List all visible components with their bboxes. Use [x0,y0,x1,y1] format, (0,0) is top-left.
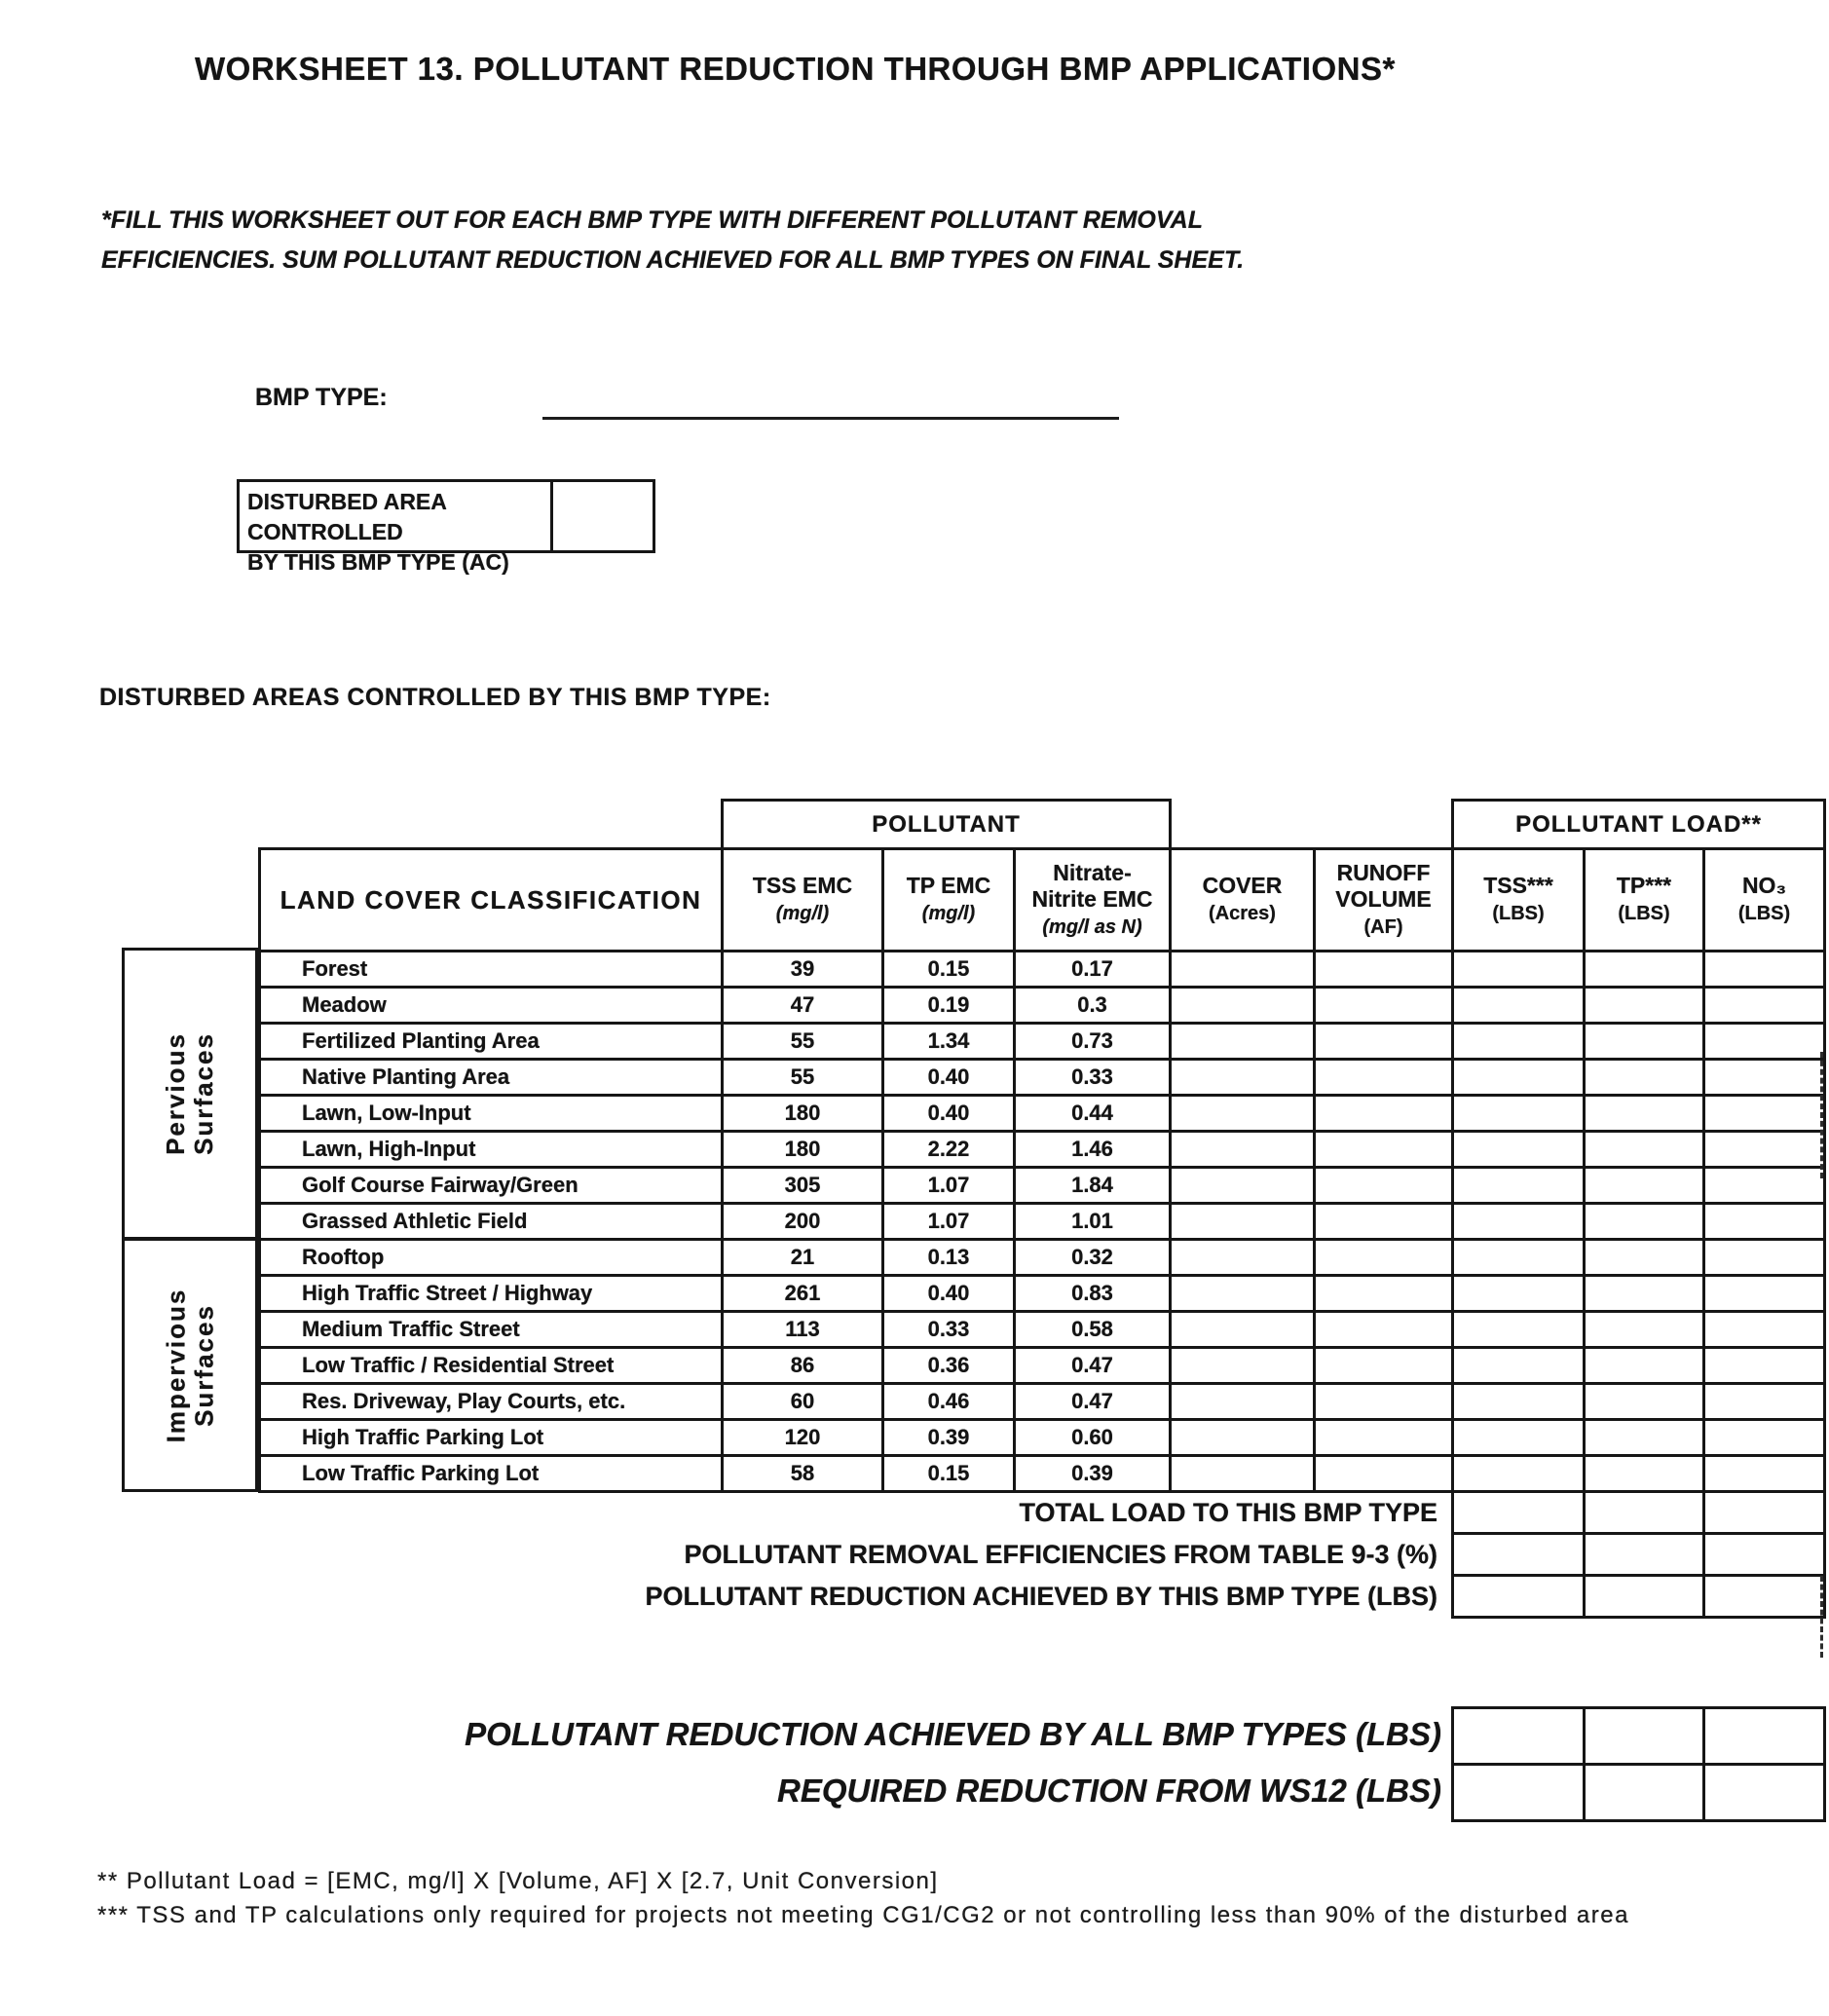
disturbed-area-box [237,479,655,575]
no3-load-input-cell[interactable] [1704,952,1825,988]
table-row [260,1204,1825,1240]
table-row [260,1276,1825,1312]
col-header-tp-load: TP*** (LBS) [1585,849,1704,952]
no3-load-input-cell[interactable] [1704,1096,1825,1132]
all-bmp-reduction-row [1453,1708,1825,1765]
no3-load-input-cell[interactable] [1704,1168,1825,1204]
span-spacer-mid [1171,801,1453,849]
tss-load-input-cell[interactable] [1453,1096,1585,1132]
cover-input-cell[interactable] [1171,1456,1315,1492]
instructions-line-2: EFFICIENCIES. SUM POLLUTANT REDUCTION ACHIEVED FOR ALL BMP TYPES ON FINAL SHEET. [101,246,1245,274]
col-header-tss-load: TSS*** (LBS) [1453,849,1585,952]
tp-load-input-cell[interactable] [1585,1276,1704,1312]
land-cover-name: High Traffic Parking Lot [260,1420,723,1456]
span-header-row [260,801,1825,849]
tp-load-input-cell[interactable] [1585,1348,1704,1384]
pollutant-span-header: POLLUTANT [723,801,1171,849]
cover-input-cell[interactable] [1171,952,1315,988]
tp-load-input-cell[interactable] [1585,1168,1704,1204]
col-header-land-cover: LAND COVER CLASSIFICATION [260,849,723,952]
tss-load-input-cell[interactable] [1453,1384,1585,1420]
bmp-type-label: BMP TYPE: [255,384,388,411]
nitrate-emc-value: 0.58 [1015,1312,1171,1348]
disturbed-area-label [240,482,553,575]
table-row [260,952,1825,988]
total-load-label: TOTAL LOAD TO THIS BMP TYPE [1019,1498,1437,1528]
pervious-surfaces-group [122,948,258,1240]
runoff-volume-input-cell[interactable] [1315,988,1453,1024]
all-bmp-tp-cell[interactable] [1585,1708,1704,1765]
nitrate-emc-value: 0.32 [1015,1240,1171,1276]
all-bmp-tss-cell[interactable] [1453,1708,1585,1765]
tss-emc-value: 58 [723,1456,883,1492]
col-header-runoff-volume: RUNOFF VOLUME (AF) [1315,849,1453,952]
instructions-line-1: *FILL THIS WORKSHEET OUT FOR EACH BMP TYPE WITH DIFFERENT POLLUTANT REMOVAL [101,206,1203,234]
land-cover-name: Low Traffic Parking Lot [260,1456,723,1492]
land-cover-name: Medium Traffic Street [260,1312,723,1348]
table-row [260,1168,1825,1204]
table-row [260,988,1825,1024]
land-cover-name: Low Traffic / Residential Street [260,1348,723,1384]
runoff-volume-input-cell[interactable] [1315,1456,1453,1492]
land-cover-name: Lawn, High-Input [260,1132,723,1168]
tss-load-input-cell[interactable] [1453,988,1585,1024]
runoff-volume-input-cell[interactable] [1315,952,1453,988]
scan-artifact-edge-1 [1820,1052,1823,1178]
tss-load-input-cell[interactable] [1453,1420,1585,1456]
table-footer [260,1492,1825,1618]
nitrate-emc-value: 1.46 [1015,1132,1171,1168]
cover-input-cell[interactable] [1171,1420,1315,1456]
impervious-surfaces-label: Impervious Surfaces [161,1288,218,1442]
runoff-volume-input-cell[interactable] [1315,1312,1453,1348]
nitrate-emc-value: 0.83 [1015,1276,1171,1312]
no3-load-input-cell[interactable] [1704,1132,1825,1168]
column-header-row [260,849,1825,952]
tp-emc-value: 0.33 [883,1312,1015,1348]
tss-load-input-cell[interactable] [1453,952,1585,988]
required-reduction-label: REQUIRED REDUCTION FROM WS12 (LBS) [776,1773,1441,1809]
land-cover-name: Fertilized Planting Area [260,1024,723,1060]
summary-labels [292,1706,1441,1819]
all-bmp-no3-cell[interactable] [1704,1708,1825,1765]
tss-emc-value: 180 [723,1096,883,1132]
removal-efficiency-no3-cell[interactable] [1704,1534,1825,1576]
nitrate-emc-value: 0.17 [1015,952,1171,988]
table-row [260,1240,1825,1276]
tp-load-input-cell[interactable] [1585,1420,1704,1456]
runoff-volume-input-cell[interactable] [1315,1240,1453,1276]
table-row [260,1312,1825,1348]
cover-input-cell[interactable] [1171,1240,1315,1276]
reduction-achieved-label: POLLUTANT REDUCTION ACHIEVED BY THIS BMP TYPE (LBS) [645,1581,1437,1611]
tp-load-input-cell[interactable] [1585,1384,1704,1420]
land-cover-name: Meadow [260,988,723,1024]
cover-input-cell[interactable] [1171,1132,1315,1168]
removal-efficiencies-row [260,1534,1825,1576]
nitrate-emc-value: 1.01 [1015,1204,1171,1240]
table-row [260,1060,1825,1096]
tp-load-input-cell[interactable] [1585,1024,1704,1060]
summary-grid [1451,1706,1826,1822]
footnote-pollutant-load: ** Pollutant Load = [EMC, mg/l] X [Volume, AF] X [2.7, Unit Conversion] [97,1868,939,1894]
tp-load-input-cell[interactable] [1585,1096,1704,1132]
tss-load-input-cell[interactable] [1453,1132,1585,1168]
nitrate-emc-value: 0.47 [1015,1348,1171,1384]
land-cover-name: Rooftop [260,1240,723,1276]
runoff-volume-input-cell[interactable] [1315,1024,1453,1060]
tp-emc-value: 1.07 [883,1168,1015,1204]
tss-emc-value: 200 [723,1204,883,1240]
no3-load-input-cell[interactable] [1704,1276,1825,1312]
nitrate-emc-value: 0.33 [1015,1060,1171,1096]
total-load-tp-cell[interactable] [1585,1492,1704,1534]
land-cover-tbody [260,952,1825,1492]
runoff-volume-input-cell[interactable] [1315,1096,1453,1132]
tss-emc-value: 261 [723,1276,883,1312]
tss-load-input-cell[interactable] [1453,1060,1585,1096]
tss-load-input-cell[interactable] [1453,1348,1585,1384]
no3-load-input-cell[interactable] [1704,1456,1825,1492]
tss-emc-value: 120 [723,1420,883,1456]
removal-efficiencies-label: POLLUTANT REMOVAL EFFICIENCIES FROM TABLE 9-3 (%) [684,1539,1437,1569]
span-spacer-left [260,801,723,849]
total-load-tss-cell[interactable] [1453,1492,1585,1534]
no3-load-input-cell[interactable] [1704,1204,1825,1240]
tp-emc-value: 0.13 [883,1240,1015,1276]
instructions-note [101,201,1244,280]
land-cover-name: Forest [260,952,723,988]
cover-input-cell[interactable] [1171,1312,1315,1348]
total-load-no3-cell[interactable] [1704,1492,1825,1534]
cover-input-cell[interactable] [1171,1384,1315,1420]
runoff-volume-input-cell[interactable] [1315,1168,1453,1204]
disturbed-area-label-line-1: DISTURBED AREA CONTROLLED [247,489,447,544]
tss-load-input-cell[interactable] [1453,1276,1585,1312]
no3-load-input-cell[interactable] [1704,988,1825,1024]
table-row [260,1384,1825,1420]
table-row [260,1420,1825,1456]
tss-load-input-cell[interactable] [1453,1240,1585,1276]
tp-emc-value: 0.39 [883,1420,1015,1456]
tp-emc-value: 0.15 [883,1456,1015,1492]
reduction-achieved-no3-cell[interactable] [1704,1576,1825,1618]
tp-emc-value: 0.15 [883,952,1015,988]
tss-load-input-cell[interactable] [1453,1024,1585,1060]
nitrate-emc-value: 0.44 [1015,1096,1171,1132]
tp-emc-value: 0.36 [883,1348,1015,1384]
tp-emc-value: 0.40 [883,1276,1015,1312]
removal-efficiency-tss-cell[interactable] [1453,1534,1585,1576]
tp-emc-value: 1.07 [883,1204,1015,1240]
tss-emc-value: 86 [723,1348,883,1384]
cover-input-cell[interactable] [1171,1060,1315,1096]
nitrate-emc-value: 0.60 [1015,1420,1171,1456]
tp-load-input-cell[interactable] [1585,1456,1704,1492]
no3-load-input-cell[interactable] [1704,1348,1825,1384]
land-cover-name: Golf Course Fairway/Green [260,1168,723,1204]
col-header-cover: COVER (Acres) [1171,849,1315,952]
pollutant-load-span-header: POLLUTANT LOAD** [1453,801,1825,849]
tp-emc-value: 0.46 [883,1384,1015,1420]
section-heading: DISTURBED AREAS CONTROLLED BY THIS BMP TYPE: [99,684,771,711]
no3-load-input-cell[interactable] [1704,1060,1825,1096]
col-header-tss-emc: TSS EMC (mg/l) [723,849,883,952]
tp-emc-value: 1.34 [883,1024,1015,1060]
tp-load-input-cell[interactable] [1585,1060,1704,1096]
table-row [260,1024,1825,1060]
tss-emc-value: 55 [723,1024,883,1060]
tss-emc-value: 39 [723,952,883,988]
runoff-volume-input-cell[interactable] [1315,1348,1453,1384]
table-row [260,1456,1825,1492]
col-header-nitrate-emc: Nitrate- Nitrite EMC (mg/l as N) [1015,849,1171,952]
tp-load-input-cell[interactable] [1585,1132,1704,1168]
land-cover-name: Grassed Athletic Field [260,1204,723,1240]
col-header-tp-emc: TP EMC (mg/l) [883,849,1015,952]
required-no3-cell[interactable] [1704,1765,1825,1821]
table-row [260,1348,1825,1384]
impervious-surfaces-group [122,1238,258,1492]
pervious-surfaces-label: Pervious Surfaces [161,1032,218,1155]
nitrate-emc-value: 0.47 [1015,1384,1171,1420]
footnotes [97,1864,1629,1932]
disturbed-area-label-line-2: BY THIS BMP TYPE (AC) [247,549,509,575]
runoff-volume-input-cell[interactable] [1315,1384,1453,1420]
tp-emc-value: 0.40 [883,1060,1015,1096]
reduction-achieved-tp-cell[interactable] [1585,1576,1704,1618]
all-bmp-reduction-label: POLLUTANT REDUCTION ACHIEVED BY ALL BMP TYPES (LBS) [465,1716,1441,1752]
tp-load-input-cell[interactable] [1585,1204,1704,1240]
disturbed-area-value-cell[interactable] [553,482,653,550]
tp-load-input-cell[interactable] [1585,988,1704,1024]
tss-emc-value: 113 [723,1312,883,1348]
runoff-volume-input-cell[interactable] [1315,1276,1453,1312]
nitrate-emc-value: 0.3 [1015,988,1171,1024]
table-row [260,1132,1825,1168]
no3-load-input-cell[interactable] [1704,1312,1825,1348]
land-cover-name: Res. Driveway, Play Courts, etc. [260,1384,723,1420]
tp-emc-value: 2.22 [883,1132,1015,1168]
removal-efficiency-tp-cell[interactable] [1585,1534,1704,1576]
tp-load-input-cell[interactable] [1585,952,1704,988]
runoff-volume-input-cell[interactable] [1315,1420,1453,1456]
runoff-volume-input-cell[interactable] [1315,1204,1453,1240]
tss-load-input-cell[interactable] [1453,1168,1585,1204]
reduction-achieved-row [260,1576,1825,1618]
tp-emc-value: 0.19 [883,988,1015,1024]
table-row [260,1096,1825,1132]
nitrate-emc-value: 0.39 [1015,1456,1171,1492]
col-header-no3-load: NO₃ (LBS) [1704,849,1825,952]
cover-input-cell[interactable] [1171,1276,1315,1312]
no3-load-input-cell[interactable] [1704,1024,1825,1060]
land-cover-name: High Traffic Street / Highway [260,1276,723,1312]
nitrate-emc-value: 1.84 [1015,1168,1171,1204]
tss-emc-value: 180 [723,1132,883,1168]
land-cover-name: Lawn, Low-Input [260,1096,723,1132]
tss-load-input-cell[interactable] [1453,1312,1585,1348]
cover-input-cell[interactable] [1171,1024,1315,1060]
total-load-row [260,1492,1825,1534]
tss-emc-value: 47 [723,988,883,1024]
tss-emc-value: 305 [723,1168,883,1204]
no3-load-input-cell[interactable] [1704,1420,1825,1456]
required-tss-cell[interactable] [1453,1765,1585,1821]
no3-load-input-cell[interactable] [1704,1240,1825,1276]
tss-load-input-cell[interactable] [1453,1204,1585,1240]
tp-load-input-cell[interactable] [1585,1312,1704,1348]
tss-emc-value: 60 [723,1384,883,1420]
no3-load-input-cell[interactable] [1704,1384,1825,1420]
scan-artifact-edge-2 [1820,1576,1823,1658]
required-reduction-row [1453,1765,1825,1821]
runoff-volume-input-cell[interactable] [1315,1132,1453,1168]
cover-input-cell[interactable] [1171,1168,1315,1204]
runoff-volume-input-cell[interactable] [1315,1060,1453,1096]
cover-input-cell[interactable] [1171,1348,1315,1384]
land-cover-name: Native Planting Area [260,1060,723,1096]
cover-input-cell[interactable] [1171,1096,1315,1132]
footnote-tss-tp: *** TSS and TP calculations only required for projects not meeting CG1/CG2 or not controlling less than 90% of the disturbed area [97,1902,1629,1928]
page-title: WORKSHEET 13. POLLUTANT REDUCTION THROUGH BMP APPLICATIONS* [195,51,1396,87]
tss-load-input-cell[interactable] [1453,1456,1585,1492]
cover-input-cell[interactable] [1171,988,1315,1024]
cover-input-cell[interactable] [1171,1204,1315,1240]
nitrate-emc-value: 0.73 [1015,1024,1171,1060]
reduction-achieved-tss-cell[interactable] [1453,1576,1585,1618]
tp-load-input-cell[interactable] [1585,1240,1704,1276]
tp-emc-value: 0.40 [883,1096,1015,1132]
bmp-type-fill-line[interactable] [542,417,1119,420]
tss-emc-value: 21 [723,1240,883,1276]
pollutant-table [258,799,1826,1619]
tss-emc-value: 55 [723,1060,883,1096]
required-tp-cell[interactable] [1585,1765,1704,1821]
